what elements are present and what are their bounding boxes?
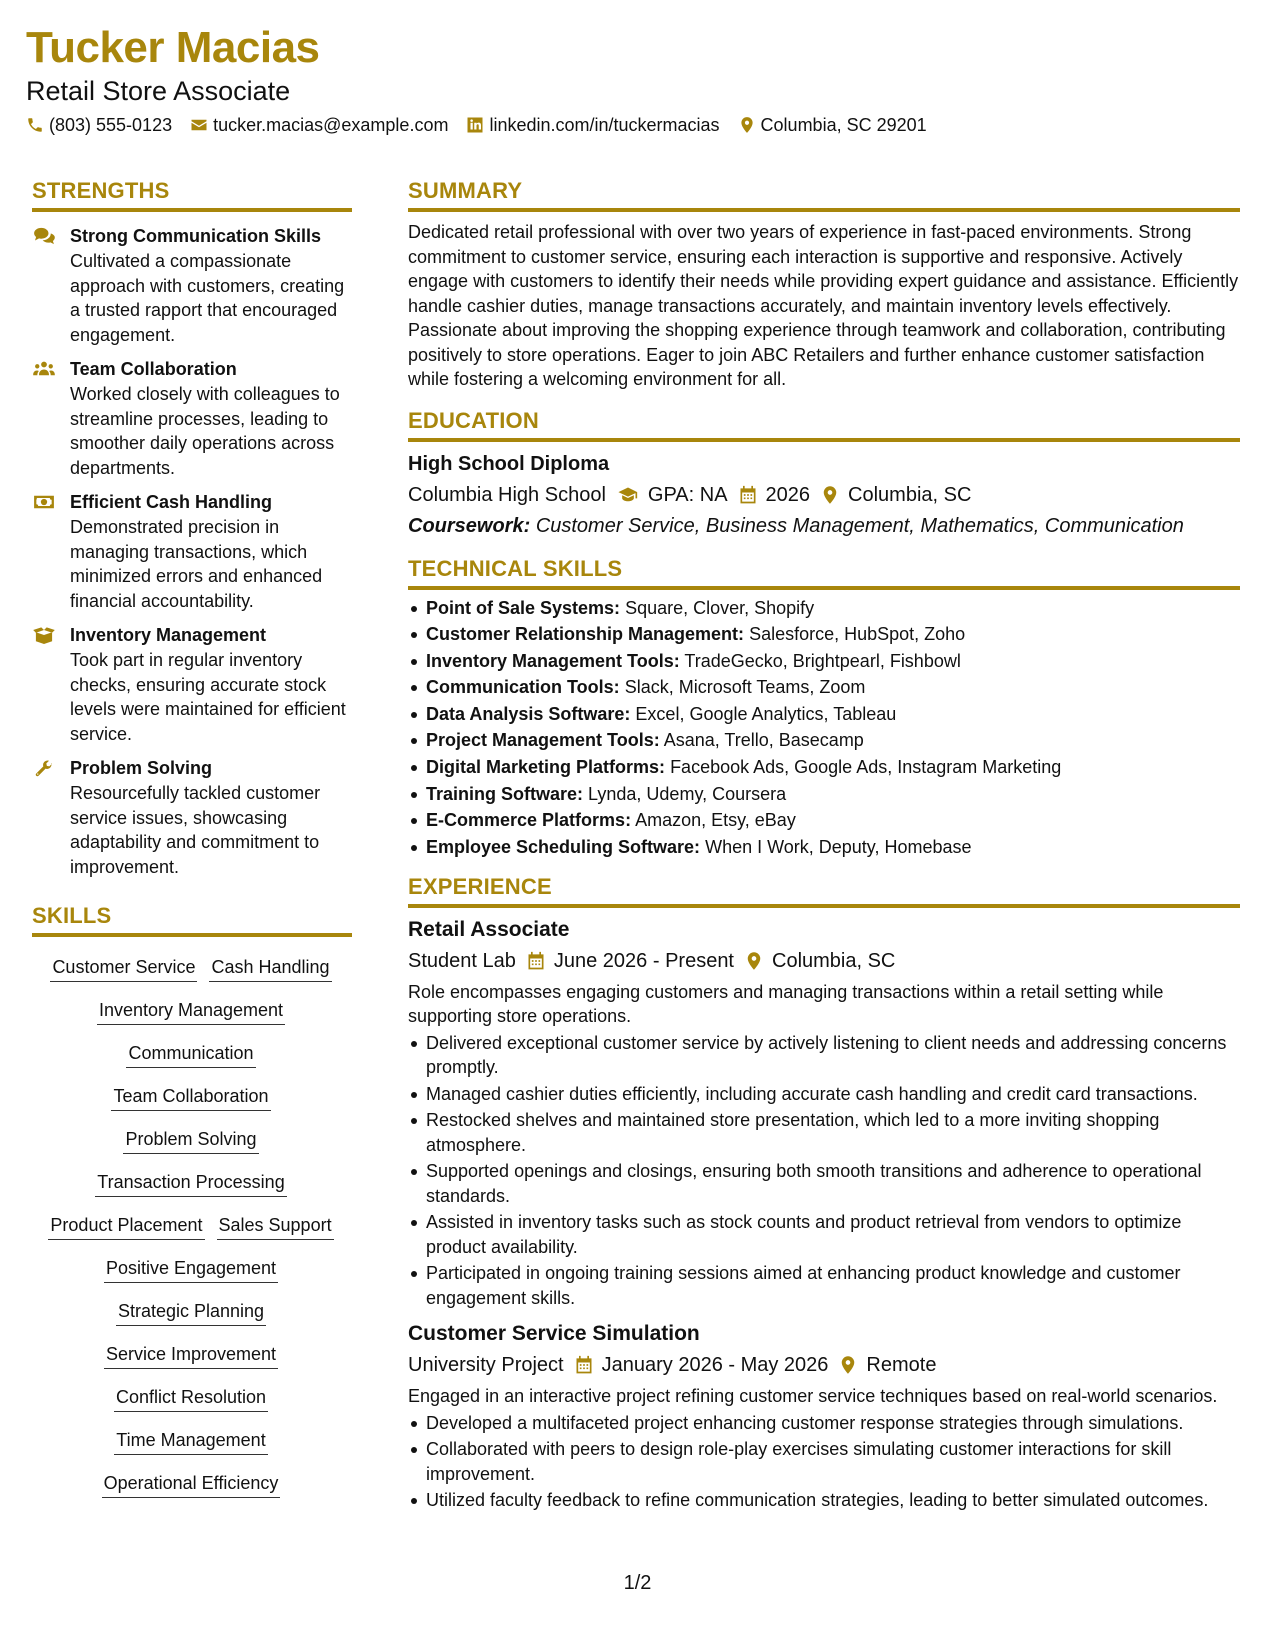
tech-skill-label: Employee Scheduling Software:: [426, 836, 701, 857]
map-pin-icon: [838, 1355, 858, 1375]
coursework-list: Customer Service, Business Management, Mathematics, Communication: [535, 514, 1184, 537]
phone-icon: [26, 116, 44, 134]
strength-title: Inventory Management: [70, 625, 267, 645]
skills-heading: SKILLS: [32, 901, 352, 937]
list-item: [426, 596, 1240, 621]
tech-skill-value: When I Work, Deputy, Homebase: [705, 836, 972, 857]
skill-tag: Transaction Processing: [95, 1170, 286, 1197]
list-item: [426, 702, 1240, 727]
list-item: [426, 782, 1240, 807]
strength-item: [32, 756, 352, 879]
list-item: [426, 808, 1240, 833]
job-bullets: [408, 1031, 1240, 1311]
skill-tag: Problem Solving: [123, 1127, 258, 1154]
coursework-label: Coursework:: [408, 514, 531, 537]
tech-skill-value: Salesforce, HubSpot, Zoho: [749, 624, 966, 645]
tech-skill-label: Communication Tools:: [426, 677, 620, 698]
tech-skill-label: Training Software:: [426, 783, 584, 804]
comments-icon: [33, 227, 55, 245]
skill-tag: Conflict Resolution: [114, 1385, 268, 1412]
strengths-list: [32, 224, 352, 879]
education-gpa: GPA: NA: [647, 483, 728, 506]
skill-tag: Operational Efficiency: [102, 1471, 281, 1498]
job-dates: January 2026 - May 2026: [601, 1354, 829, 1377]
experience-entry: [408, 1320, 1240, 1513]
experience-entry: [408, 916, 1240, 1311]
strength-desc: Resourcefully tackled customer service issues, showcasing adaptability and commitment to improvement.: [70, 783, 321, 877]
tech-skill-label: Inventory Management Tools:: [426, 650, 680, 671]
skill-tag: Cash Handling: [209, 955, 331, 982]
contact-email[interactable]: [190, 112, 448, 138]
strength-desc: Worked closely with colleagues to streamline processes, leading to smoother daily operations across departments.: [70, 384, 340, 478]
list-item: [426, 755, 1240, 780]
list-item: [426, 622, 1240, 647]
skill-tag: Positive Engagement: [104, 1256, 278, 1283]
list-item: [426, 835, 1240, 860]
education-heading: EDUCATION: [408, 406, 1240, 442]
tech-skill-value: Facebook Ads, Google Ads, Instagram Marketing: [670, 757, 1062, 778]
list-item: Supported openings and closings, ensuring both smooth transitions and adherence to operational standards.: [426, 1159, 1240, 1208]
job-bullets: [408, 1411, 1240, 1513]
graduation-cap-icon: [616, 485, 640, 505]
summary-heading: SUMMARY: [408, 176, 1240, 212]
list-item: Managed cashier duties efficiently, including accurate cash handling and credit card transactions.: [426, 1082, 1240, 1107]
summary-text: Dedicated retail professional with over two years of experience in fast-paced environments. Strong commitment to customer service, ensuring each interaction is supportive and responsive. Actively engage with customers to identify their needs while providing expert guidance and assistance. Efficiently handle cashier duties, manage transactions accurately, and maintain inventory levels effectively. Passionate about improving the shopping experience through teamwork and collaboration, contributing positively to store operations. Eager to join ABC Retailers and further enhance customer satisfaction while fostering a welcoming environment for all.: [408, 222, 1239, 389]
job-description: Engaged in an interactive project refining customer service techniques based on real-world scenarios.: [408, 1386, 1218, 1407]
job-title: Retail Associate: [408, 917, 570, 941]
box-open-icon: [33, 626, 55, 644]
list-item: Participated in ongoing training sessions aimed at enhancing product knowledge and customer engagement skills.: [426, 1261, 1240, 1310]
skill-tag: Inventory Management: [97, 998, 285, 1025]
tech-skill-value: TradeGecko, Brightpearl, Fishbowl: [684, 650, 961, 671]
skill-tag: Time Management: [114, 1428, 267, 1455]
experience-heading: EXPERIENCE: [408, 872, 1240, 908]
tech-skill-value: Lynda, Udemy, Coursera: [588, 783, 787, 804]
tech-skill-label: Project Management Tools:: [426, 730, 660, 751]
strength-item: [32, 490, 352, 613]
tech-skill-value: Square, Clover, Shopify: [625, 597, 815, 618]
education-year: 2026: [765, 483, 811, 506]
money-bill-icon: [33, 493, 55, 511]
list-item: [426, 675, 1240, 700]
contact-phone[interactable]: [26, 112, 172, 138]
tech-skill-value: Amazon, Etsy, eBay: [635, 810, 796, 831]
users-icon: [33, 360, 55, 378]
strength-item: [32, 224, 352, 347]
location-text: Columbia, SC 29201: [760, 115, 927, 135]
tech-skill-label: Point of Sale Systems:: [426, 597, 621, 618]
tech-skill-label: Customer Relationship Management:: [426, 624, 745, 645]
job-description: Role encompasses engaging customers and managing transactions within a retail setting while supporting store operations.: [408, 981, 1164, 1027]
skill-tag: Sales Support: [217, 1213, 334, 1240]
page-number: 1/2: [623, 1572, 652, 1594]
calendar-icon: [526, 951, 546, 971]
list-item: Utilized faculty feedback to refine communication strategies, leading to better simulated outcomes.: [426, 1488, 1240, 1513]
job-title: Customer Service Simulation: [408, 1322, 700, 1346]
job-meta: [408, 947, 1240, 975]
list-item: Developed a multifaceted project enhancing customer response strategies through simulations.: [426, 1411, 1240, 1436]
tech-skill-value: Slack, Microsoft Teams, Zoom: [624, 677, 866, 698]
list-item: [426, 728, 1240, 753]
skill-tag: Customer Service: [50, 955, 197, 982]
strength-title: Strong Communication Skills: [70, 226, 322, 246]
education-coursework: [408, 512, 1240, 540]
tech-skill-value: Asana, Trello, Basecamp: [663, 730, 864, 751]
tech-skill-label: E-Commerce Platforms:: [426, 810, 632, 831]
skills-list: [32, 947, 350, 1506]
phone-text: (803) 555-0123: [49, 115, 173, 135]
map-pin-icon: [820, 485, 840, 505]
skill-tag: Product Placement: [48, 1213, 204, 1240]
strength-title: Efficient Cash Handling: [70, 492, 273, 512]
list-item: Restocked shelves and maintained store presentation, which led to a more inviting shopping atmosphere.: [426, 1108, 1240, 1157]
wrench-icon: [33, 759, 55, 777]
strength-title: Team Collaboration: [70, 359, 237, 379]
skill-tag: Service Improvement: [104, 1342, 278, 1369]
list-item: Assisted in inventory tasks such as stock counts and product retrieval from vendors to optimize product availability.: [426, 1210, 1240, 1259]
strengths-heading: STRENGTHS: [32, 176, 352, 212]
job-org: University Project: [408, 1354, 564, 1377]
skill-tag: Strategic Planning: [116, 1299, 266, 1326]
list-item: [426, 649, 1240, 674]
technical-skills-heading: TECHNICAL SKILLS: [408, 554, 1240, 590]
map-pin-icon: [738, 116, 756, 134]
envelope-icon: [190, 116, 208, 134]
job-location: Remote: [866, 1354, 937, 1377]
map-pin-icon: [744, 951, 764, 971]
left-column: [32, 176, 352, 1506]
contact-location: [738, 112, 927, 138]
calendar-icon: [738, 485, 758, 505]
job-org: Student Lab: [408, 949, 516, 972]
linkedin-text: linkedin.com/in/tuckermacias: [489, 115, 720, 135]
candidate-role: Retail Store Associate: [26, 76, 291, 106]
strength-item: [32, 623, 352, 746]
strength-desc: Cultivated a compassionate approach with customers, creating a trusted rapport that encouraged engagement.: [70, 251, 345, 345]
calendar-icon: [574, 1355, 594, 1375]
contact-linkedin[interactable]: [466, 112, 719, 138]
education-degree: High School Diploma: [408, 452, 610, 475]
education-meta: [408, 481, 1240, 509]
skill-tag: Team Collaboration: [111, 1084, 270, 1111]
job-meta: [408, 1351, 1240, 1379]
technical-skills-list: [408, 596, 1240, 860]
tech-skill-label: Data Analysis Software:: [426, 703, 631, 724]
strength-item: [32, 357, 352, 480]
contact-bar: [26, 112, 945, 138]
education-location: Columbia, SC: [848, 483, 972, 506]
linkedin-icon: [466, 116, 484, 134]
skill-tag: Communication: [126, 1041, 255, 1068]
email-text: tucker.macias@example.com: [213, 115, 449, 135]
candidate-name: Tucker Macias: [26, 23, 320, 72]
education-school: Columbia High School: [408, 483, 606, 506]
strength-desc: Demonstrated precision in managing transactions, which minimized errors and enhanced financial accountability.: [70, 517, 323, 611]
strength-desc: Took part in regular inventory checks, ensuring accurate stock levels were maintained for efficient service.: [70, 650, 346, 744]
tech-skill-label: Digital Marketing Platforms:: [426, 757, 666, 778]
job-dates: June 2026 - Present: [553, 949, 734, 972]
list-item: Collaborated with peers to design role-play exercises simulating customer interactions for skill improvement.: [426, 1437, 1240, 1486]
right-column: [408, 176, 1240, 1515]
tech-skill-value: Excel, Google Analytics, Tableau: [635, 703, 897, 724]
strength-title: Problem Solving: [70, 758, 213, 778]
list-item: Delivered exceptional customer service by actively listening to client needs and addressing concerns promptly.: [426, 1031, 1240, 1080]
job-location: Columbia, SC: [772, 949, 896, 972]
